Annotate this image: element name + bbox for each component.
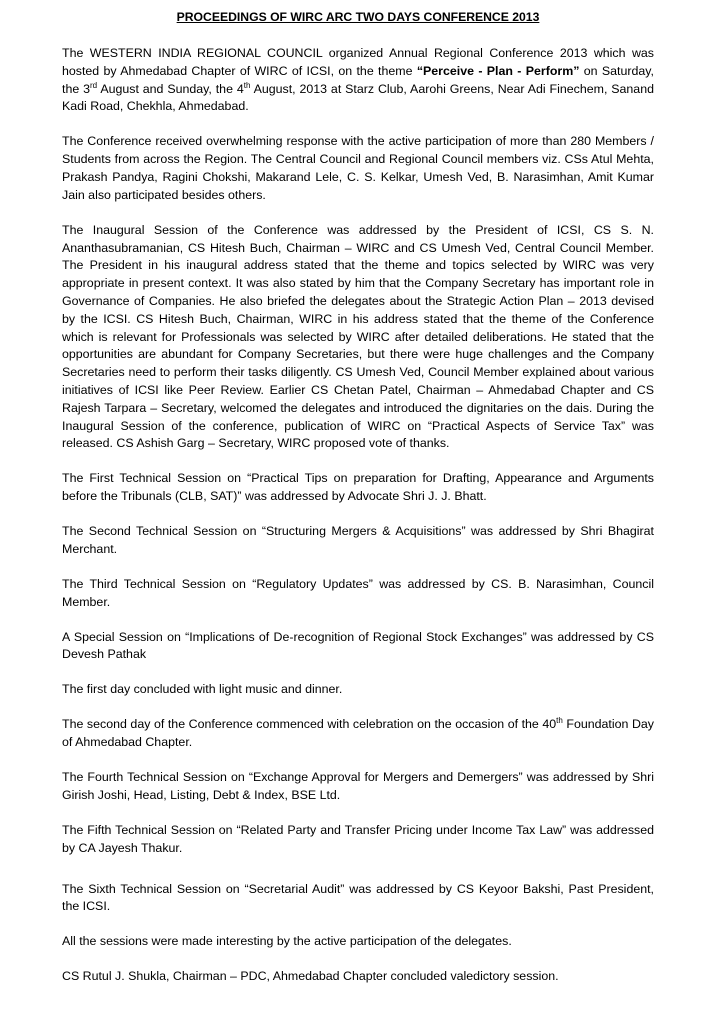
paragraph-second-day-foundation bbox=[62, 716, 654, 752]
paragraph-valedictory-session: CS Rutul J. Shukla, Chairman – PDC, Ahmedabad Chapter concluded valedictory session. bbox=[62, 969, 559, 984]
paragraph-fourth-technical-session: The Fourth Technical Session on “Exchange Approval for Mergers and Demergers” was addressed by Shri Girish Joshi, Head, Listing, Debt & Index, BSE Ltd. bbox=[62, 770, 654, 802]
paragraph-first-day-conclusion: The first day concluded with light music and dinner. bbox=[62, 682, 343, 697]
second-day-text-a: The second day of the Conference commenced with celebration on the occasion of the 40 bbox=[62, 717, 557, 732]
page-title: PROCEEDINGS OF WIRC ARC TWO DAYS CONFERENCE 2013 bbox=[176, 10, 540, 24]
intro-text-a: The WESTERN INDIA REGIONAL COUNCIL organized Annual Regional Conference 2013 which was hosted by Ahmedabad Chapter of WIRC of ICSI, on the theme bbox=[62, 46, 654, 78]
ordinal-suffix-th-40: th bbox=[556, 716, 563, 726]
paragraph-participation: The Conference received overwhelming response with the active participation of more than 280 Members / Students from across the Region. The Central Council and Regional Council members viz. CSs Atul Mehta, Prakash Pandya, Ragini Chokshi, Makarand Lele, C. S. Kelkar, Umesh Ved, B. Narasimhan, Amit Kumar Jain also participated besides others. bbox=[62, 134, 654, 202]
intro-text-d: August, 2013 at Starz Club, Aarohi Greens, Near Adi Finechem, Sanand Kadi Road, Chekhla, Ahmedabad. bbox=[62, 81, 654, 114]
paragraph-conference-intro bbox=[62, 45, 654, 116]
paragraph-inaugural-session: The Inaugural Session of the Conference was addressed by the President of ICSI, CS S. N. Ananthasubramanian, CS Hitesh Buch, Chairman – WIRC and CS Umesh Ved, Central Council Member. The President in his inaugural address stated that the theme and topics selected by WIRC was very appropriate in present context. It was also stated by him that the Company Secretary has important role in Governance of Companies. He also briefed the delegates about the Strategic Action Plan – 2013 devised by the ICSI. CS Hitesh Buch, Chairman, WIRC in his address stated that the theme of the Conference which is relevant for Professionals was selected by WIRC after detailed deliberations. He stated that the opportunities are abundant for Company Secretaries, but there were huge challenges and the Company Secretaries need to perform their tasks diligently. CS Umesh Ved, Council Member explained about various initiatives of ICSI like Peer Review. Earlier CS Chetan Patel, Chairman – Ahmedabad Chapter and CS Rajesh Tarpara – Secretary, welcomed the delegates and introduced the dignitaries on the dais. During the Inaugural Session of the conference, publication of WIRC on “Practical Aspects of Service Tax” was released. CS Ashish Garg – Secretary, WIRC proposed vote of thanks. bbox=[62, 222, 654, 451]
ordinal-suffix-th: th bbox=[243, 80, 251, 90]
paragraph-delegates-participation: All the sessions were made interesting by the active participation of the delegates. bbox=[62, 934, 512, 949]
paragraph-sixth-technical-session: The Sixth Technical Session on “Secretarial Audit” was addressed by CS Keyoor Bakshi, Past President, the ICSI. bbox=[62, 881, 654, 914]
paragraph-special-session: A Special Session on “Implications of De-recognition of Regional Stock Exchanges” was addressed by CS Devesh Pathak bbox=[62, 629, 654, 662]
paragraph-second-technical-session: The Second Technical Session on “Structuring Mergers & Acquisitions” was addressed by Shri Bhagirat Merchant. bbox=[62, 524, 654, 556]
second-day-text-b: Foundation Day of Ahmedabad Chapter. bbox=[62, 717, 654, 750]
paragraph-third-technical-session: The Third Technical Session on “Regulatory Updates” was addressed by CS. B. Narasimhan, Council Member. bbox=[62, 576, 654, 609]
paragraph-first-technical-session: The First Technical Session on “Practical Tips on preparation for Drafting, Appearance and Arguments before the Tribunals (CLB, SAT)” was addressed by Advocate Shri J. J. Bhatt. bbox=[62, 471, 654, 504]
paragraph-fifth-technical-session: The Fifth Technical Session on “Related Party and Transfer Pricing under Income Tax Law” was addressed by CA Jayesh Thakur. bbox=[62, 822, 654, 855]
ordinal-suffix-rd: rd bbox=[90, 80, 98, 90]
conference-theme: “Perceive - Plan - Perform” bbox=[416, 63, 580, 78]
document-page bbox=[62, 10, 654, 1003]
intro-text-b: on Saturday, the 3 bbox=[62, 63, 654, 96]
intro-text-c: August and Sunday, the 4 bbox=[97, 81, 244, 96]
